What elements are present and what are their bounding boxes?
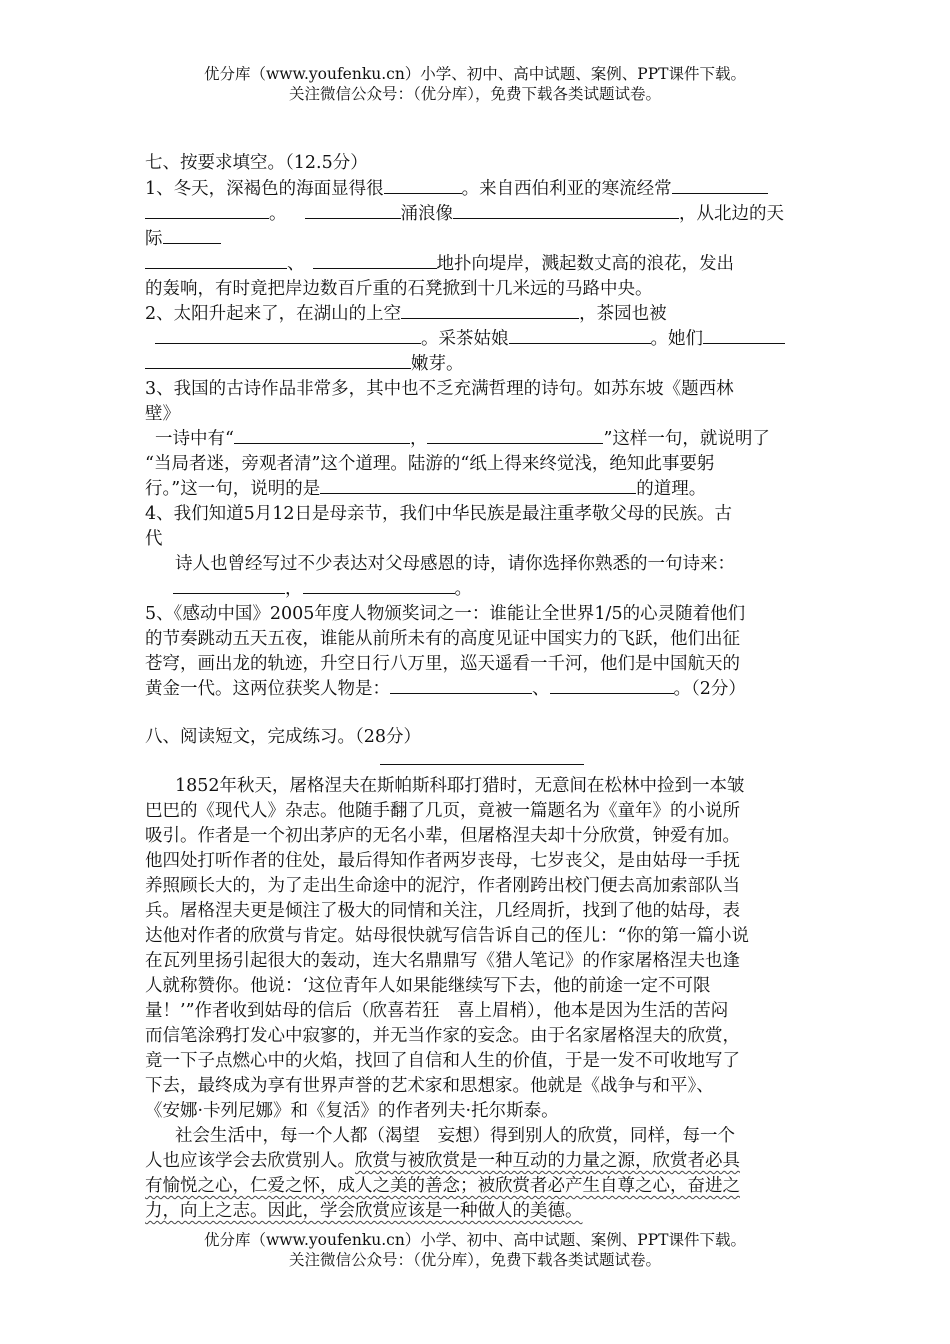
p1-line-13: 下去，最终成为享有世界声誉的艺术家和思想家。他就是《战争与和平》、: [145, 1076, 714, 1096]
blank: [401, 318, 579, 319]
blank: [453, 218, 679, 219]
q1-line-4: 、 地扑向堤岸，溅起数丈高的浪花，发出: [145, 251, 734, 277]
section-7-title: 七、按要求填空。（12.5分）: [145, 153, 368, 173]
p1-line-4: 他四处打听作者的住处，最后得知作者两岁丧母，七岁丧父，是由姑母一手抚: [145, 851, 740, 871]
p1-line-9: 人就称赞你。他说：‘这位青年人如果能继续写下去，他的前途一定不可限: [145, 976, 711, 996]
blank: [509, 343, 651, 344]
q5-line-1: 5、《感动中国》2005年度人物颁奖词之一：谁能让全世界1/5的心灵随着他们: [145, 604, 746, 624]
q1-line-2: 。 涌浪像 ，从北边的天: [145, 201, 784, 227]
p1-line-6: 兵。屠格涅夫更是倾注了极大的同情和关注，几经周折，找到了他的姑母，表: [145, 901, 740, 921]
footer-line-1: 优分库（www.youfenku.cn）小学、初中、高中试题、案例、PPT课件下载。: [203, 1231, 747, 1249]
q3-line-4: “当局者迷，旁观者清”这个道理。陆游的“纸上得来终觉浅，绝知此事要躬: [145, 454, 715, 474]
p1-line-7: 达他对作者的欣赏与肯定。姑母很快就写信告诉自己的侄儿：“你的第一篇小说: [145, 926, 749, 946]
blank: [303, 593, 455, 594]
blank: [384, 193, 462, 194]
q3-line-2: 壁》: [145, 404, 180, 424]
blank: [173, 593, 285, 594]
blank: [390, 693, 532, 694]
q5-line-3: 苍穹，画出龙的轨迹，升空日行八万里，巡天遥看一千河，他们是中国航天的: [145, 654, 740, 674]
q5-line-2: 的节奏跳动五天五夜，谁能从前所未有的高度见证中国实力的飞跃，他们出征: [145, 629, 740, 649]
p2-line-2: 人也应该学会去欣赏别人。欣赏与被欣赏是一种互动的力量之源，欣赏者必具: [145, 1151, 740, 1171]
q2-line-1: 2、太阳升起来了，在湖山的上空 ，茶园也被: [145, 304, 667, 324]
blank: [155, 343, 421, 344]
blank: [427, 443, 603, 444]
p1-line-1: 1852年秋天，屠格涅夫在斯帕斯科耶打猎时，无意间在松林中捡到一本皱: [175, 776, 745, 796]
p1-line-5: 养照顾长大的，为了走出生命途中的泥泞，作者刚跨出校门便去高加索部队当: [145, 876, 740, 896]
p1-line-14: 《安娜·卡列尼娜》和《复活》的作者列夫·托尔斯泰。: [145, 1101, 559, 1121]
q2-line-3: 嫩芽。: [145, 351, 464, 377]
q3-line-1: 3、我国的古诗作品非常多，其中也不乏充满哲理的诗句。如苏东坡《题西林: [145, 379, 734, 399]
blank: [163, 243, 221, 244]
q1-line-1: 1、冬天，深褐色的海面显得很 。来自西伯利亚的寒流经常: [145, 176, 768, 202]
q4-line-4: ， 。: [145, 576, 472, 602]
q4-line-3: 诗人也曾经写过不少表达对父母感恩的诗，请你选择你熟悉的一句诗来：: [175, 554, 735, 574]
p1-line-10: 量！’”作者收到姑母的信后（欣喜若狂 喜上眉梢），他本是因为生活的苦闷: [145, 1001, 729, 1021]
header-line-1: 优分库（www.youfenku.cn）小学、初中、高中试题、案例、PPT课件下载。: [203, 65, 747, 83]
blank: [320, 493, 636, 494]
q3-line-3: 一诗中有“ ， ”这样一句，就说明了: [155, 429, 770, 449]
title-blank-line: [380, 764, 584, 765]
q4-line-2: 代: [145, 529, 163, 549]
p2-line-1: 社会生活中，每一个人都（渴望 妄想）得到别人的欣赏，同样，每一个: [175, 1126, 735, 1146]
p1-line-2: 巴巴的《现代人》杂志。他随手翻了几页，竟被一篇题名为《童年》的小说所: [145, 801, 740, 821]
p1-line-12: 竟一下子点燃心中的火焰，找回了自信和人生的价值，于是一发不可收地写了: [145, 1051, 740, 1071]
blank: [703, 343, 785, 344]
blank: [672, 193, 768, 194]
blank: [550, 693, 674, 694]
blank: [145, 268, 287, 269]
page-footer: [0, 1230, 950, 1270]
q3-line-5: 行。”这一句，说明的是 的道理。: [145, 479, 707, 499]
page-header: [0, 64, 950, 104]
header-line-2: 关注微信公众号：（优分库），免费下载各类试题试卷。: [288, 85, 661, 103]
q1-line-3: 际: [145, 226, 221, 252]
q4-line-1: 4、我们知道5月12日是母亲节，我们中华民族是最注重孝敬父母的民族。古: [145, 504, 733, 524]
footer-line-2: 关注微信公众号：（优分库），免费下载各类试题试卷。: [288, 1251, 661, 1269]
p2-line-4: 力，向上之志。因此，学会欣赏应该是一种做人的美德。: [145, 1201, 583, 1221]
p2-line-3: 有愉悦之心，仁爱之怀，成人之美的善念；被欣赏者必产生自尊之心，奋进之: [145, 1176, 740, 1196]
blank: [313, 268, 437, 269]
p1-line-11: 而信笔涂鸦打发心中寂寥的，并无当作家的妄念。由于名家屠格涅夫的欣赏，: [145, 1026, 740, 1046]
p1-line-8: 在瓦列里扬引起很大的轰动，连大名鼎鼎写《猎人笔记》的作家屠格涅夫也逢: [145, 951, 740, 971]
blank: [234, 443, 410, 444]
q5-line-4: 黄金一代。这两位获奖人物是： 、 。（2分）: [145, 679, 746, 699]
blank: [145, 218, 269, 219]
q2-line-2: 。采茶姑娘 。她们: [145, 326, 785, 352]
p1-line-3: 吸引。作者是一个初出茅庐的无名小辈，但屠格涅夫却十分欣赏，钟爱有加。: [145, 826, 740, 846]
blank: [145, 368, 411, 369]
section-8-title: 八、阅读短文，完成练习。（28分）: [145, 727, 422, 747]
q1-line-5: 的轰响，有时竟把岸边数百斤重的石凳掀到十几米远的马路中央。: [145, 279, 653, 299]
blank: [305, 218, 401, 219]
